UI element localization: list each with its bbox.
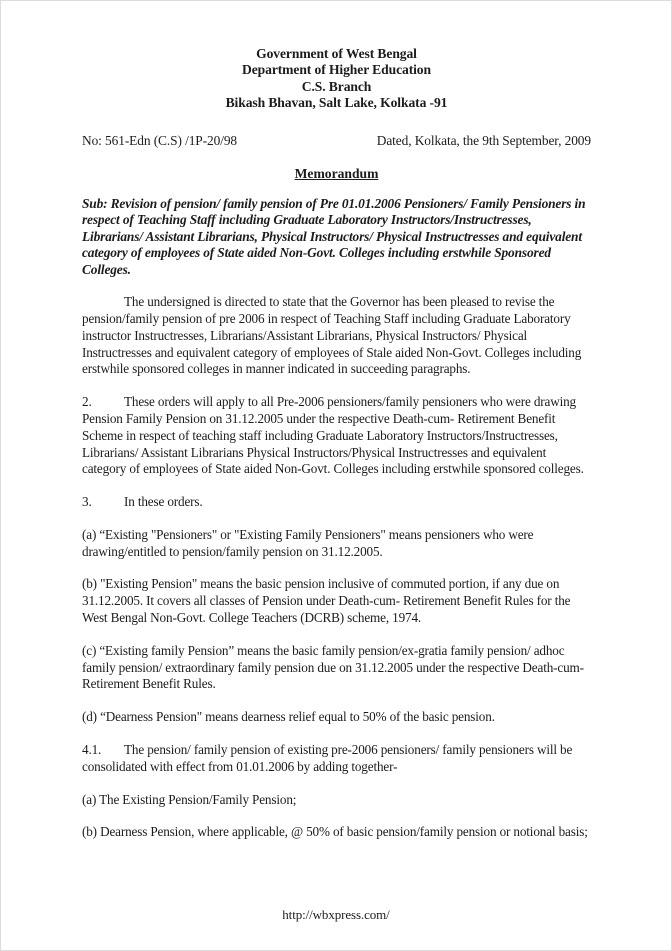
paragraph-3 — [82, 494, 591, 511]
letterhead-address: Bikash Bhavan, Salt Lake, Kolkata -91 — [225, 95, 448, 111]
footer-link[interactable]: http://wbxpress.com/ — [282, 907, 390, 922]
clause-3d: (d) “Dearness Pension" means dearness relief equal to 50% of the basic pension. — [82, 709, 495, 725]
reference-row — [82, 133, 591, 149]
letterhead — [82, 46, 591, 112]
clause-3c: (c) “Existing family Pension” means the basic family pension/ex-gratia family pension/ adhoc family pension/ extraordinary family pension due on 31.12.2005 under the respective Death-cum-Retirement Benefit Rules. — [82, 642, 584, 692]
clause-4a: (a) The Existing Pension/Family Pension; — [82, 791, 297, 807]
letterhead-department: Department of Higher Education — [242, 62, 431, 78]
paragraph-1: The undersigned is directed to state that the Governor has been pleased to revise the pension/family pension of pre 2006 in respect of Teaching Staff including Graduate Laboratory instructor Instructresses, Librarians/Assistant Librarians, Physical Instructors/ Physical Instructresses and equivalent category of employees of Stale aided Non-Govt. Colleges including erstwhile sponsored colleges in manner indicated in succeeding paragraphs. — [82, 294, 582, 377]
paragraph-4-1-number: 4.1. — [82, 742, 102, 758]
clause-3a: (a) “Existing "Pensioners" or "Existing Family Pensioners" means pensioners who were drawing/entitled to pension/family pension on 31.12.2005. — [82, 526, 534, 559]
paragraph-4-1-text: The pension/ family pension of existing pre-2006 pensioners/ family pensioners will be consolidated with effect from 01.01.2006 by adding together- — [82, 742, 573, 774]
memo-page — [1, 1, 671, 950]
page-footer — [1, 907, 671, 923]
paragraph-2-number: 2. — [82, 394, 92, 410]
subject-line: Sub: Revision of pension/ family pension of Pre 01.01.2006 Pensioners/ Family Pensioners in respect of Teaching Staff including Graduate Laboratory Instructors/Instructresses, Librarians/ Assistant Librarians, Physical Instructors/ Physical Instructresses and equivalent category of employees of State aided Non-Govt. Colleges including erstwhile Sponsored Colleges. — [82, 195, 586, 277]
letterhead-branch: C.S. Branch — [301, 78, 372, 94]
paragraph-2-text: These orders will apply to all Pre-2006 pensioners/family pensioners who were drawing Pension Family Pension on 31.12.2005 under the respective Death-cum- Retirement Benefit Scheme in respect of teaching staff including Graduate Laboratory Instructors/Instructresses, Librarians/ Assistant Librarians Physical Instructors/Physical Instructresses and equivalent category of employees of State aided Non-Govt. Colleges including erstwhile sponsored colleges. — [82, 394, 584, 477]
paragraph-3-number: 3. — [82, 494, 92, 510]
paragraph-3-text: In these orders. — [124, 494, 203, 510]
memo-title: Memorandum — [294, 165, 379, 181]
clause-4b: (b) Dearness Pension, where applicable, @ 50% of basic pension/family pension or notional basis; — [82, 824, 588, 840]
memo-date: Dated, Kolkata, the 9th September, 2009 — [376, 132, 591, 148]
memo-number: No: 561-Edn (C.S) /1P-20/98 — [82, 132, 238, 148]
letterhead-org: Government of West Bengal — [256, 46, 417, 61]
paragraph-4-1 — [82, 742, 591, 776]
paragraph-2 — [82, 394, 591, 478]
clause-3b: (b) "Existing Pension" means the basic pension inclusive of commuted portion, if any due on 31.12.2005. It covers all classes of Pension under Death-cum- Retirement Benefit Rules for the West Bengal Non-Govt. College Teachers (DCRB) scheme, 1974. — [82, 576, 571, 626]
